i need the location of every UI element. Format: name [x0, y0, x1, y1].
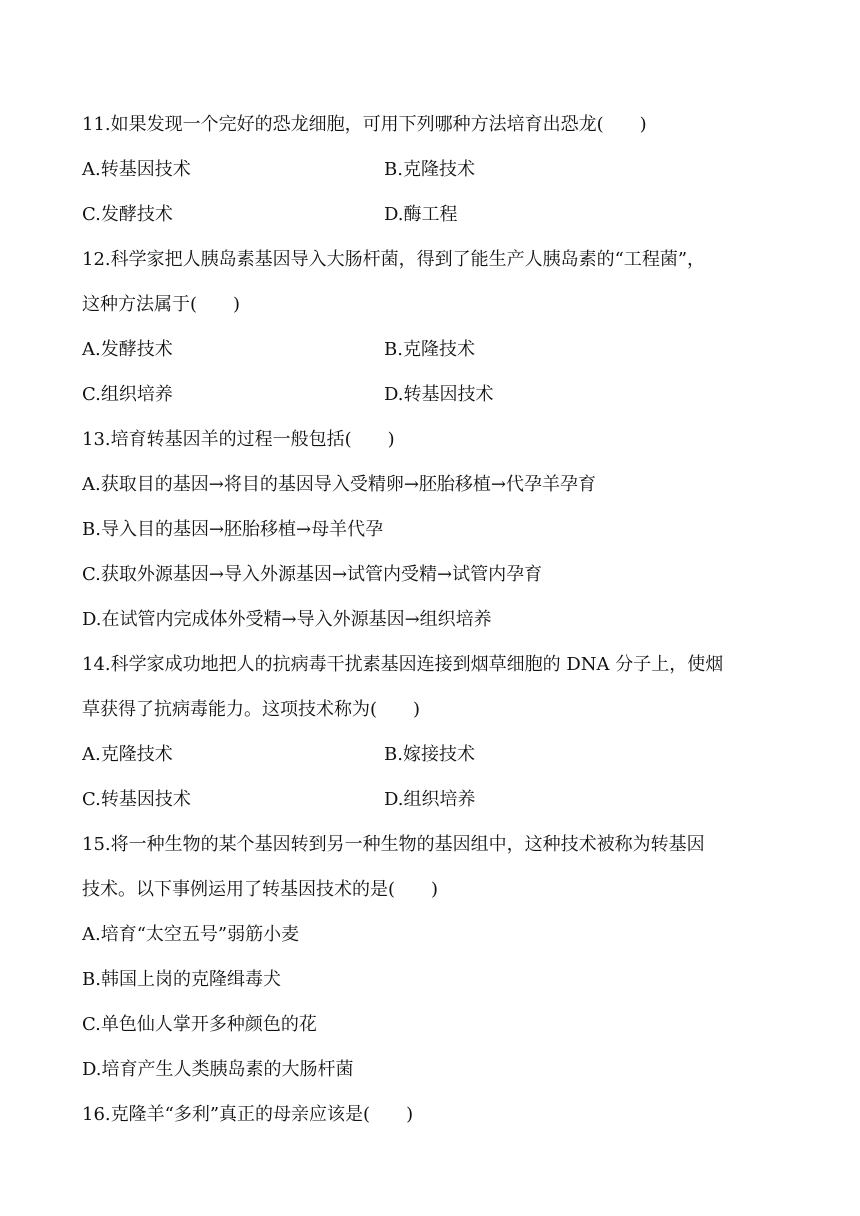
question-15-stem-continued	[82, 877, 438, 903]
option-d: D.转基因技术	[384, 384, 494, 405]
question-15-option-a: A.培育“太空五号”弱筋小麦	[82, 924, 300, 945]
option-b: B.克隆技术	[384, 339, 475, 360]
option-a: A.转基因技术	[82, 159, 191, 180]
question-13-option-b: B.导入目的基因→胚胎移植→母羊代孕	[82, 519, 384, 540]
question-13-option-d: D.在试管内完成体外受精→导入外源基因→组织培养	[82, 609, 492, 630]
option-d: D.酶工程	[384, 204, 458, 225]
option-c: C.转基因技术	[82, 789, 191, 810]
question-13-option-c: C.获取外源基因→导入外源基因→试管内受精→试管内孕育	[82, 564, 543, 585]
question-text: 科学家成功地把人的抗病毒干扰素基因连接到烟草细胞的 DNA 分子上，使烟	[110, 654, 724, 675]
option-d: D.组织培养	[384, 789, 476, 810]
option-b: B.克隆技术	[384, 159, 475, 180]
question-11-options-row-1	[82, 157, 475, 183]
question-text: 培育转基因羊的过程一般包括( )	[110, 429, 395, 450]
question-12-stem	[82, 247, 705, 273]
option-a: A.发酵技术	[82, 339, 173, 360]
question-14-stem	[82, 652, 723, 678]
option-c: C.组织培养	[82, 384, 173, 405]
question-number: 13.	[82, 429, 111, 450]
question-11-options-row-2	[82, 202, 458, 228]
question-text: 技术。以下事例运用了转基因技术的是( )	[82, 879, 439, 900]
option-b: B.嫁接技术	[384, 744, 475, 765]
question-12-options-row-1	[82, 337, 475, 363]
question-number: 12.	[82, 249, 111, 270]
question-13-stem	[82, 427, 395, 453]
question-16-stem	[82, 1102, 413, 1128]
question-15-option-c: C.单色仙人掌开多种颜色的花	[82, 1014, 317, 1035]
question-number: 15.	[82, 834, 111, 855]
question-number: 14.	[82, 654, 111, 675]
question-text: 科学家把人胰岛素基因导入大肠杆菌，得到了能生产人胰岛素的“工程菌”，	[110, 249, 706, 270]
question-12-stem-continued	[82, 292, 240, 318]
question-15-option-d: D.培育产生人类胰岛素的大肠杆菌	[82, 1059, 354, 1080]
question-14-stem-continued	[82, 697, 420, 723]
question-15-stem	[82, 832, 705, 858]
question-12-options-row-2	[82, 382, 494, 408]
question-text: 克隆羊“多利”真正的母亲应该是( )	[110, 1104, 414, 1125]
question-15-option-b: B.韩国上岗的克隆缉毒犬	[82, 969, 281, 990]
question-text: 如果发现一个完好的恐龙细胞，可用下列哪种方法培育出恐龙( )	[110, 114, 647, 135]
option-a: A.克隆技术	[82, 744, 173, 765]
question-text: 这种方法属于( )	[82, 294, 241, 315]
question-number: 11.	[82, 114, 111, 135]
question-number: 16.	[82, 1104, 111, 1125]
option-c: C.发酵技术	[82, 204, 173, 225]
question-text: 草获得了抗病毒能力。这项技术称为( )	[82, 699, 421, 720]
question-text: 将一种生物的某个基因转到另一种生物的基因组中，这种技术被称为转基因	[110, 834, 705, 855]
question-14-options-row-1	[82, 742, 475, 768]
question-11-stem	[82, 112, 647, 138]
question-13-option-a: A.获取目的基因→将目的基因导入受精卵→胚胎移植→代孕羊孕育	[82, 474, 596, 495]
question-14-options-row-2	[82, 787, 476, 813]
